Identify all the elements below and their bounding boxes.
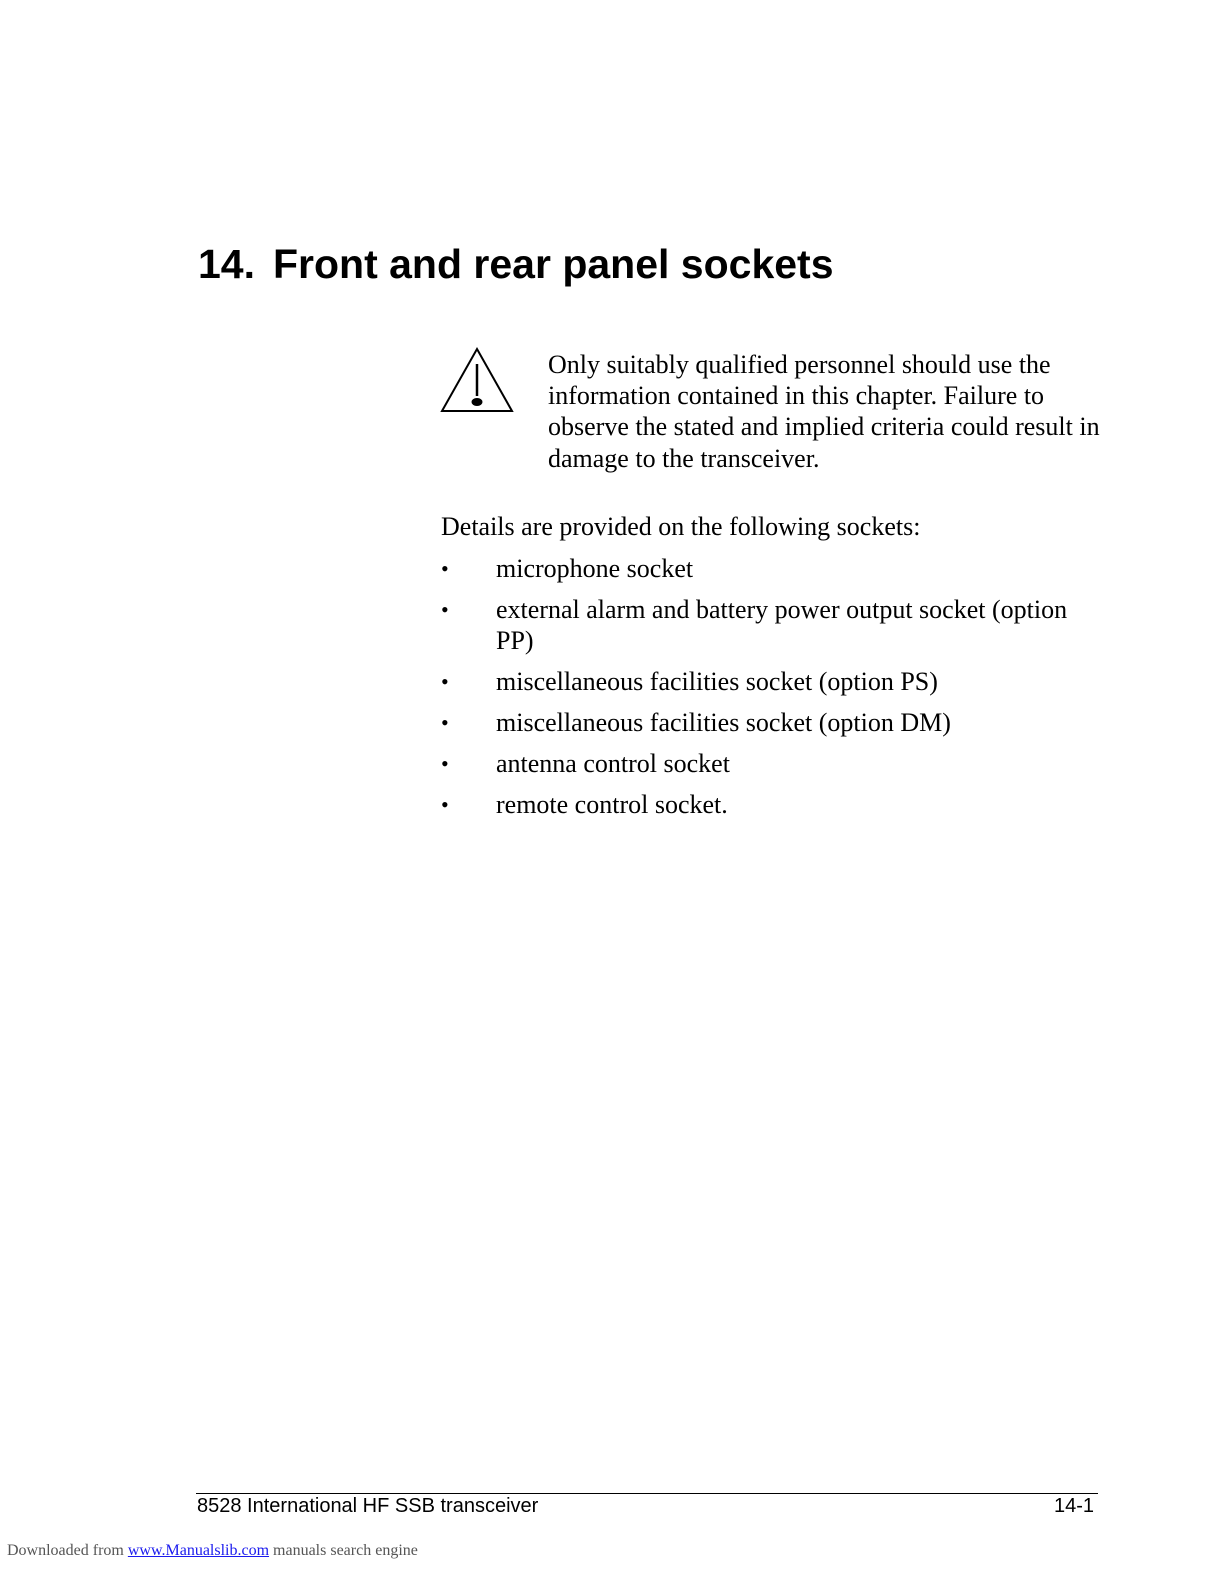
source-prefix: Downloaded from (7, 1542, 124, 1559)
list-item-text: antenna control socket (496, 749, 730, 778)
chapter-title (198, 238, 834, 290)
bullet-icon: • (441, 556, 449, 581)
list-item (441, 553, 1111, 584)
warning-triangle-icon (440, 346, 514, 414)
list-item-text: miscellaneous facilities socket (option PS) (496, 667, 938, 696)
socket-list (441, 553, 1111, 830)
list-item (441, 707, 1111, 738)
list-item-text: external alarm and battery power output socket (option PP) (496, 595, 1068, 655)
list-item (441, 748, 1111, 779)
list-item (441, 666, 1111, 697)
download-source-line (7, 1541, 418, 1561)
bullet-icon: • (441, 669, 449, 694)
bullet-icon: • (441, 792, 449, 817)
list-item-text: microphone socket (496, 554, 694, 583)
list-item (441, 789, 1111, 820)
list-item-text: remote control socket. (496, 790, 728, 819)
footer-page-number: 14-1 (1053, 1495, 1094, 1517)
list-item (441, 594, 1111, 656)
list-item-text: miscellaneous facilities socket (option DM) (496, 708, 951, 737)
intro-text: Details are provided on the following sockets: (441, 512, 921, 541)
chapter-number: 14. (198, 241, 255, 287)
warning-text: Only suitably qualified personnel should use the information contained in this chapter. Failure to observe the stated and implied criteria could result in damage to the transceiver. (548, 350, 1100, 473)
bullet-icon: • (441, 751, 449, 776)
chapter-title-text: Front and rear panel sockets (273, 241, 834, 287)
source-suffix: manuals search engine (273, 1542, 418, 1559)
manualslib-link[interactable]: www.Manualslib.com (127, 1542, 270, 1559)
bullet-icon: • (441, 710, 449, 735)
bullet-icon: • (441, 597, 449, 622)
footer-document-title: 8528 International HF SSB transceiver (197, 1495, 539, 1517)
